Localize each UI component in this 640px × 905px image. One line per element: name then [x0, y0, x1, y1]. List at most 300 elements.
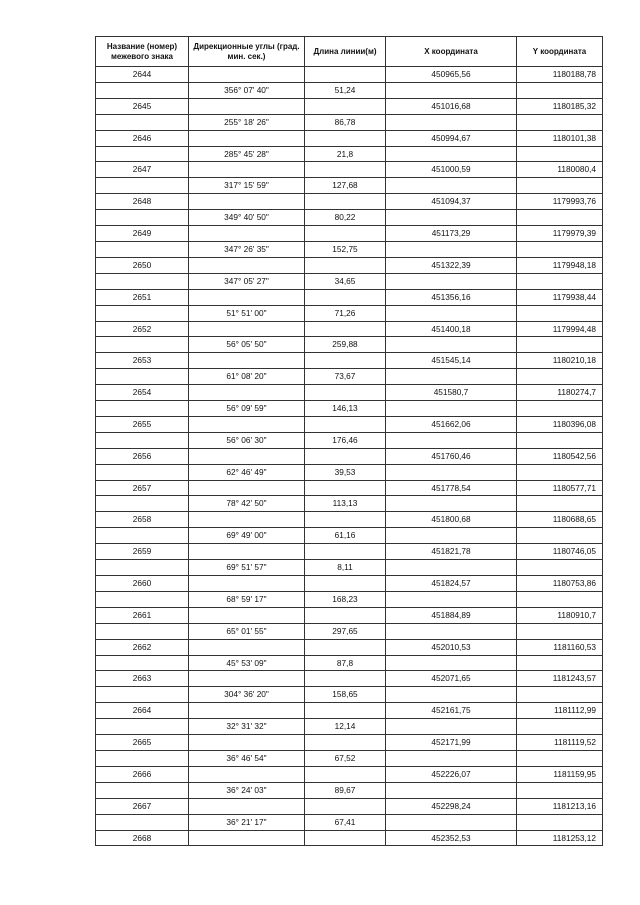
- x-coordinate: 451400,18: [386, 321, 517, 337]
- empty-cell: [96, 401, 189, 417]
- empty-cell: [96, 82, 189, 98]
- empty-cell: [305, 194, 386, 210]
- empty-cell: [189, 480, 305, 496]
- empty-cell: [305, 289, 386, 305]
- point-name: 2649: [96, 226, 189, 242]
- point-row: [96, 67, 603, 83]
- empty-cell: [189, 766, 305, 782]
- segment-row: [96, 114, 603, 130]
- segment-row: [96, 464, 603, 480]
- empty-cell: [189, 448, 305, 464]
- point-row: [96, 607, 603, 623]
- x-coordinate: 451821,78: [386, 544, 517, 560]
- empty-cell: [96, 369, 189, 385]
- direction-angle: 68° 59' 17": [189, 591, 305, 607]
- point-name: 2662: [96, 639, 189, 655]
- point-row: [96, 353, 603, 369]
- point-row: [96, 735, 603, 751]
- empty-cell: [386, 432, 517, 448]
- point-name: 2665: [96, 735, 189, 751]
- x-coordinate: 452010,53: [386, 639, 517, 655]
- empty-cell: [189, 289, 305, 305]
- segment-row: [96, 337, 603, 353]
- segment-row: [96, 273, 603, 289]
- x-coordinate: 451016,68: [386, 98, 517, 114]
- empty-cell: [96, 623, 189, 639]
- x-coordinate: 451824,57: [386, 576, 517, 592]
- empty-cell: [517, 82, 603, 98]
- y-coordinate: 1180577,71: [517, 480, 603, 496]
- empty-cell: [96, 241, 189, 257]
- segment-row: [96, 782, 603, 798]
- empty-cell: [305, 798, 386, 814]
- empty-cell: [305, 607, 386, 623]
- empty-cell: [305, 576, 386, 592]
- empty-cell: [386, 273, 517, 289]
- empty-cell: [305, 130, 386, 146]
- line-length: 86,78: [305, 114, 386, 130]
- empty-cell: [386, 369, 517, 385]
- direction-angle: 61° 08' 20": [189, 369, 305, 385]
- direction-angle: 69° 49' 00": [189, 528, 305, 544]
- point-name: 2650: [96, 257, 189, 273]
- point-name: 2648: [96, 194, 189, 210]
- empty-cell: [96, 591, 189, 607]
- line-length: 87,8: [305, 655, 386, 671]
- x-coordinate: 450994,67: [386, 130, 517, 146]
- empty-cell: [96, 687, 189, 703]
- empty-cell: [517, 210, 603, 226]
- empty-cell: [96, 496, 189, 512]
- direction-angle: 349° 40' 50": [189, 210, 305, 226]
- direction-angle: 78° 42' 50": [189, 496, 305, 512]
- point-name: 2645: [96, 98, 189, 114]
- empty-cell: [386, 241, 517, 257]
- empty-cell: [305, 512, 386, 528]
- x-coordinate: 451760,46: [386, 448, 517, 464]
- y-coordinate: 1181253,12: [517, 830, 603, 846]
- point-name: 2658: [96, 512, 189, 528]
- y-coordinate: 1180101,38: [517, 130, 603, 146]
- point-name: 2667: [96, 798, 189, 814]
- empty-cell: [305, 257, 386, 273]
- empty-cell: [386, 782, 517, 798]
- point-row: [96, 766, 603, 782]
- x-coordinate: 451580,7: [386, 385, 517, 401]
- empty-cell: [96, 814, 189, 830]
- direction-angle: 51° 51' 00": [189, 305, 305, 321]
- point-row: [96, 639, 603, 655]
- line-length: 176,46: [305, 432, 386, 448]
- point-row: [96, 830, 603, 846]
- point-row: [96, 798, 603, 814]
- point-name: 2656: [96, 448, 189, 464]
- point-row: [96, 162, 603, 178]
- line-length: 67,52: [305, 750, 386, 766]
- direction-angle: 347° 05' 27": [189, 273, 305, 289]
- empty-cell: [96, 178, 189, 194]
- empty-cell: [189, 321, 305, 337]
- y-coordinate: 1180688,65: [517, 512, 603, 528]
- point-row: [96, 385, 603, 401]
- empty-cell: [517, 814, 603, 830]
- empty-cell: [305, 353, 386, 369]
- table-header-row: [96, 37, 603, 67]
- x-coordinate: 452171,99: [386, 735, 517, 751]
- x-coordinate: 451884,89: [386, 607, 517, 623]
- segment-row: [96, 687, 603, 703]
- empty-cell: [189, 226, 305, 242]
- segment-row: [96, 528, 603, 544]
- point-row: [96, 671, 603, 687]
- point-row: [96, 544, 603, 560]
- empty-cell: [517, 114, 603, 130]
- empty-cell: [386, 82, 517, 98]
- empty-cell: [189, 639, 305, 655]
- empty-cell: [189, 416, 305, 432]
- line-length: 168,23: [305, 591, 386, 607]
- empty-cell: [386, 337, 517, 353]
- y-coordinate: 1179994,48: [517, 321, 603, 337]
- empty-cell: [386, 401, 517, 417]
- empty-cell: [386, 687, 517, 703]
- x-coordinate: 451545,14: [386, 353, 517, 369]
- empty-cell: [517, 305, 603, 321]
- empty-cell: [96, 337, 189, 353]
- segment-row: [96, 719, 603, 735]
- point-row: [96, 98, 603, 114]
- segment-row: [96, 560, 603, 576]
- line-length: 297,65: [305, 623, 386, 639]
- empty-cell: [386, 114, 517, 130]
- x-coordinate: 451356,16: [386, 289, 517, 305]
- point-name: 2651: [96, 289, 189, 305]
- empty-cell: [189, 798, 305, 814]
- direction-angle: 62° 46' 49": [189, 464, 305, 480]
- segment-row: [96, 178, 603, 194]
- table-body: [96, 67, 603, 846]
- direction-angle: 56° 09' 59": [189, 401, 305, 417]
- empty-cell: [386, 464, 517, 480]
- y-coordinate: 1180910,7: [517, 607, 603, 623]
- empty-cell: [386, 750, 517, 766]
- empty-cell: [517, 528, 603, 544]
- empty-cell: [305, 416, 386, 432]
- point-name: 2647: [96, 162, 189, 178]
- line-length: 73,67: [305, 369, 386, 385]
- empty-cell: [189, 735, 305, 751]
- header-name: Название (номер) межевого знака: [96, 37, 189, 67]
- line-length: 113,13: [305, 496, 386, 512]
- point-row: [96, 130, 603, 146]
- y-coordinate: 1180210,18: [517, 353, 603, 369]
- empty-cell: [386, 560, 517, 576]
- direction-angle: 255° 18' 26": [189, 114, 305, 130]
- segment-row: [96, 369, 603, 385]
- empty-cell: [517, 719, 603, 735]
- point-row: [96, 289, 603, 305]
- y-coordinate: 1180188,78: [517, 67, 603, 83]
- y-coordinate: 1179993,76: [517, 194, 603, 210]
- empty-cell: [517, 337, 603, 353]
- point-name: 2668: [96, 830, 189, 846]
- point-row: [96, 226, 603, 242]
- empty-cell: [96, 464, 189, 480]
- segment-row: [96, 655, 603, 671]
- empty-cell: [386, 305, 517, 321]
- x-coordinate: 452071,65: [386, 671, 517, 687]
- point-name: 2653: [96, 353, 189, 369]
- y-coordinate: 1181160,53: [517, 639, 603, 655]
- x-coordinate: 451662,06: [386, 416, 517, 432]
- empty-cell: [305, 67, 386, 83]
- empty-cell: [189, 353, 305, 369]
- segment-row: [96, 750, 603, 766]
- segment-row: [96, 591, 603, 607]
- empty-cell: [305, 480, 386, 496]
- empty-cell: [305, 321, 386, 337]
- y-coordinate: 1181213,16: [517, 798, 603, 814]
- empty-cell: [305, 385, 386, 401]
- empty-cell: [189, 194, 305, 210]
- empty-cell: [96, 273, 189, 289]
- y-coordinate: 1180542,56: [517, 448, 603, 464]
- direction-angle: 347° 26' 35": [189, 241, 305, 257]
- y-coordinate: 1179948,18: [517, 257, 603, 273]
- point-name: 2644: [96, 67, 189, 83]
- empty-cell: [189, 544, 305, 560]
- empty-cell: [189, 607, 305, 623]
- x-coordinate: 452352,53: [386, 830, 517, 846]
- direction-angle: 36° 24' 03": [189, 782, 305, 798]
- point-name: 2654: [96, 385, 189, 401]
- point-name: 2652: [96, 321, 189, 337]
- direction-angle: 56° 05' 50": [189, 337, 305, 353]
- empty-cell: [305, 735, 386, 751]
- segment-row: [96, 401, 603, 417]
- point-name: 2666: [96, 766, 189, 782]
- direction-angle: 65° 01' 55": [189, 623, 305, 639]
- line-length: 259,88: [305, 337, 386, 353]
- point-name: 2664: [96, 703, 189, 719]
- direction-angle: 45° 53' 09": [189, 655, 305, 671]
- empty-cell: [517, 369, 603, 385]
- y-coordinate: 1180185,32: [517, 98, 603, 114]
- line-length: 61,16: [305, 528, 386, 544]
- empty-cell: [96, 719, 189, 735]
- empty-cell: [305, 639, 386, 655]
- direction-angle: 304° 36' 20": [189, 687, 305, 703]
- empty-cell: [517, 241, 603, 257]
- line-length: 34,65: [305, 273, 386, 289]
- empty-cell: [517, 623, 603, 639]
- point-name: 2655: [96, 416, 189, 432]
- empty-cell: [517, 464, 603, 480]
- direction-angle: 69° 51' 57": [189, 560, 305, 576]
- y-coordinate: 1181159,95: [517, 766, 603, 782]
- segment-row: [96, 432, 603, 448]
- direction-angle: 356° 07' 40": [189, 82, 305, 98]
- x-coordinate: 451000,59: [386, 162, 517, 178]
- empty-cell: [189, 512, 305, 528]
- x-coordinate: 451800,68: [386, 512, 517, 528]
- x-coordinate: 450965,56: [386, 67, 517, 83]
- empty-cell: [386, 719, 517, 735]
- empty-cell: [96, 655, 189, 671]
- empty-cell: [517, 146, 603, 162]
- empty-cell: [386, 528, 517, 544]
- empty-cell: [386, 496, 517, 512]
- empty-cell: [517, 782, 603, 798]
- empty-cell: [386, 591, 517, 607]
- line-length: 152,75: [305, 241, 386, 257]
- point-row: [96, 416, 603, 432]
- empty-cell: [96, 782, 189, 798]
- y-coordinate: 1179979,39: [517, 226, 603, 242]
- empty-cell: [517, 496, 603, 512]
- empty-cell: [517, 432, 603, 448]
- line-length: 89,67: [305, 782, 386, 798]
- line-length: 21,8: [305, 146, 386, 162]
- point-row: [96, 448, 603, 464]
- x-coordinate: 451322,39: [386, 257, 517, 273]
- segment-row: [96, 623, 603, 639]
- empty-cell: [305, 544, 386, 560]
- point-row: [96, 257, 603, 273]
- x-coordinate: 452298,24: [386, 798, 517, 814]
- point-row: [96, 703, 603, 719]
- empty-cell: [96, 528, 189, 544]
- line-length: 146,13: [305, 401, 386, 417]
- empty-cell: [305, 226, 386, 242]
- segment-row: [96, 241, 603, 257]
- point-row: [96, 512, 603, 528]
- boundary-coordinates-table: [95, 36, 603, 846]
- direction-angle: 285° 45' 28": [189, 146, 305, 162]
- line-length: 12,14: [305, 719, 386, 735]
- empty-cell: [517, 273, 603, 289]
- line-length: 127,68: [305, 178, 386, 194]
- empty-cell: [189, 67, 305, 83]
- empty-cell: [305, 766, 386, 782]
- empty-cell: [96, 432, 189, 448]
- point-name: 2657: [96, 480, 189, 496]
- empty-cell: [386, 814, 517, 830]
- x-coordinate: 451778,54: [386, 480, 517, 496]
- direction-angle: 36° 46' 54": [189, 750, 305, 766]
- direction-angle: 32° 31' 32": [189, 719, 305, 735]
- empty-cell: [96, 114, 189, 130]
- y-coordinate: 1180080,4: [517, 162, 603, 178]
- y-coordinate: 1179938,44: [517, 289, 603, 305]
- segment-row: [96, 210, 603, 226]
- x-coordinate: 452226,07: [386, 766, 517, 782]
- empty-cell: [517, 560, 603, 576]
- empty-cell: [517, 591, 603, 607]
- empty-cell: [517, 178, 603, 194]
- point-row: [96, 194, 603, 210]
- empty-cell: [305, 671, 386, 687]
- empty-cell: [305, 162, 386, 178]
- line-length: 51,24: [305, 82, 386, 98]
- y-coordinate: 1180746,05: [517, 544, 603, 560]
- point-row: [96, 480, 603, 496]
- empty-cell: [96, 146, 189, 162]
- header-length: Длина линии(м): [305, 37, 386, 67]
- point-name: 2646: [96, 130, 189, 146]
- y-coordinate: 1181112,99: [517, 703, 603, 719]
- x-coordinate: 451094,37: [386, 194, 517, 210]
- segment-row: [96, 814, 603, 830]
- x-coordinate: 452161,75: [386, 703, 517, 719]
- direction-angle: 36° 21' 17": [189, 814, 305, 830]
- empty-cell: [189, 703, 305, 719]
- empty-cell: [189, 98, 305, 114]
- empty-cell: [189, 671, 305, 687]
- line-length: 39,53: [305, 464, 386, 480]
- empty-cell: [189, 130, 305, 146]
- y-coordinate: 1180753,86: [517, 576, 603, 592]
- line-length: 71,26: [305, 305, 386, 321]
- line-length: 158,65: [305, 687, 386, 703]
- empty-cell: [517, 687, 603, 703]
- empty-cell: [96, 560, 189, 576]
- y-coordinate: 1180396,08: [517, 416, 603, 432]
- empty-cell: [189, 385, 305, 401]
- x-coordinate: 451173,29: [386, 226, 517, 242]
- empty-cell: [386, 146, 517, 162]
- y-coordinate: 1181243,57: [517, 671, 603, 687]
- empty-cell: [386, 655, 517, 671]
- header-y: Y координата: [517, 37, 603, 67]
- direction-angle: 56° 06' 30": [189, 432, 305, 448]
- empty-cell: [386, 178, 517, 194]
- empty-cell: [386, 210, 517, 226]
- segment-row: [96, 146, 603, 162]
- empty-cell: [189, 830, 305, 846]
- empty-cell: [517, 655, 603, 671]
- y-coordinate: 1180274,7: [517, 385, 603, 401]
- point-name: 2660: [96, 576, 189, 592]
- line-length: 8,11: [305, 560, 386, 576]
- segment-row: [96, 305, 603, 321]
- line-length: 80,22: [305, 210, 386, 226]
- empty-cell: [517, 401, 603, 417]
- point-row: [96, 576, 603, 592]
- empty-cell: [189, 162, 305, 178]
- header-angle: Дирекционные углы (град. мин. сек.): [189, 37, 305, 67]
- line-length: 67,41: [305, 814, 386, 830]
- point-name: 2663: [96, 671, 189, 687]
- empty-cell: [386, 623, 517, 639]
- empty-cell: [305, 703, 386, 719]
- point-name: 2659: [96, 544, 189, 560]
- empty-cell: [305, 98, 386, 114]
- empty-cell: [305, 830, 386, 846]
- header-x: X координата: [386, 37, 517, 67]
- empty-cell: [96, 305, 189, 321]
- empty-cell: [189, 257, 305, 273]
- y-coordinate: 1181119,52: [517, 735, 603, 751]
- empty-cell: [189, 576, 305, 592]
- empty-cell: [96, 210, 189, 226]
- direction-angle: 317° 15' 59": [189, 178, 305, 194]
- empty-cell: [517, 750, 603, 766]
- empty-cell: [305, 448, 386, 464]
- segment-row: [96, 496, 603, 512]
- point-name: 2661: [96, 607, 189, 623]
- segment-row: [96, 82, 603, 98]
